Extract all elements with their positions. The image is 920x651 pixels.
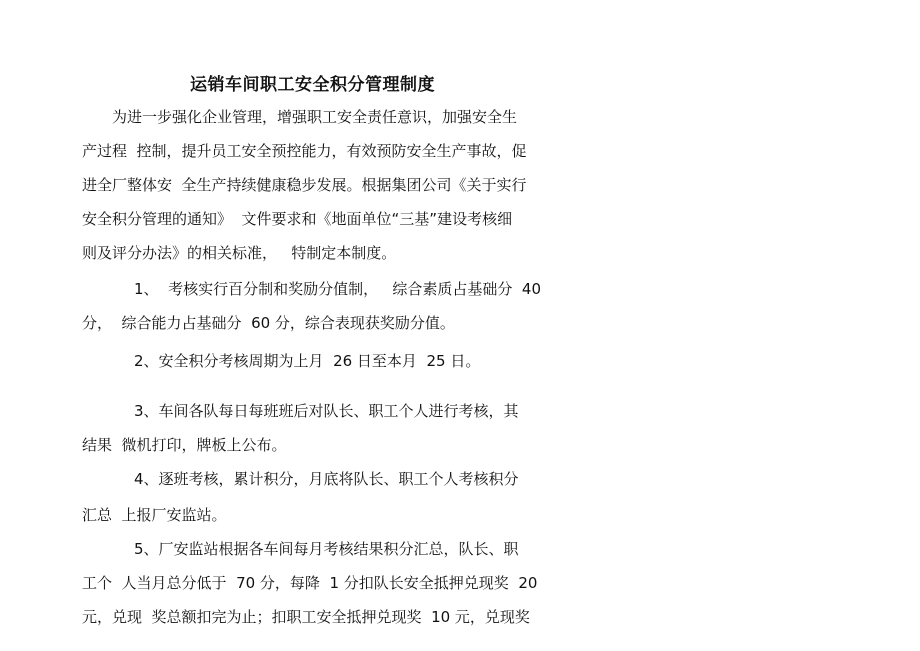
paragraph-line: 产过程 控制，提升员工安全预控能力，有效预防安全生产事故，促	[82, 142, 527, 160]
document-title: 运销车间职工安全积分管理制度	[190, 75, 435, 95]
clause-line: 5、厂安监站根据各车间每月考核结果积分汇总，队长、职	[134, 540, 519, 558]
paragraph-line: 为进一步强化企业管理，增强职工安全责任意识，加强安全生	[112, 108, 518, 126]
clause-line: 3、车间各队每日每班班后对队长、职工个人进行考核，其	[134, 402, 519, 420]
clause-line: 4、逐班考核，累计积分，月底将队长、职工个人考核积分	[134, 470, 519, 488]
clause-line: 元，兑现 奖总额扣完为止；扣职工安全抵押兑现奖 10 元，兑现奖	[82, 608, 530, 626]
clause-line: 1、 考核实行百分制和奖励分值制， 综合素质占基础分 40	[134, 280, 542, 298]
clause-line: 2、安全积分考核周期为上月 26 日至本月 25 日。	[134, 352, 481, 370]
clause-line: 结果 微机打印，牌板上公布。	[82, 436, 287, 454]
clause-line: 工个 人当月总分低于 70 分，每降 1 分扣队长安全抵押兑现奖 20	[82, 574, 538, 592]
clause-line: 汇总 上报厂安监站。	[82, 506, 227, 524]
paragraph-line: 进全厂整体安 全生产持续健康稳步发展。根据集团公司《关于实行	[82, 176, 527, 194]
clause-line: 分， 综合能力占基础分 60 分，综合表现获奖励分值。	[82, 314, 455, 332]
paragraph-line: 安全积分管理的通知》 文件要求和《地面单位“三基”建设考核细	[82, 210, 513, 228]
paragraph-line: 则及评分办法》的相关标准， 特制定本制度。	[82, 244, 397, 262]
